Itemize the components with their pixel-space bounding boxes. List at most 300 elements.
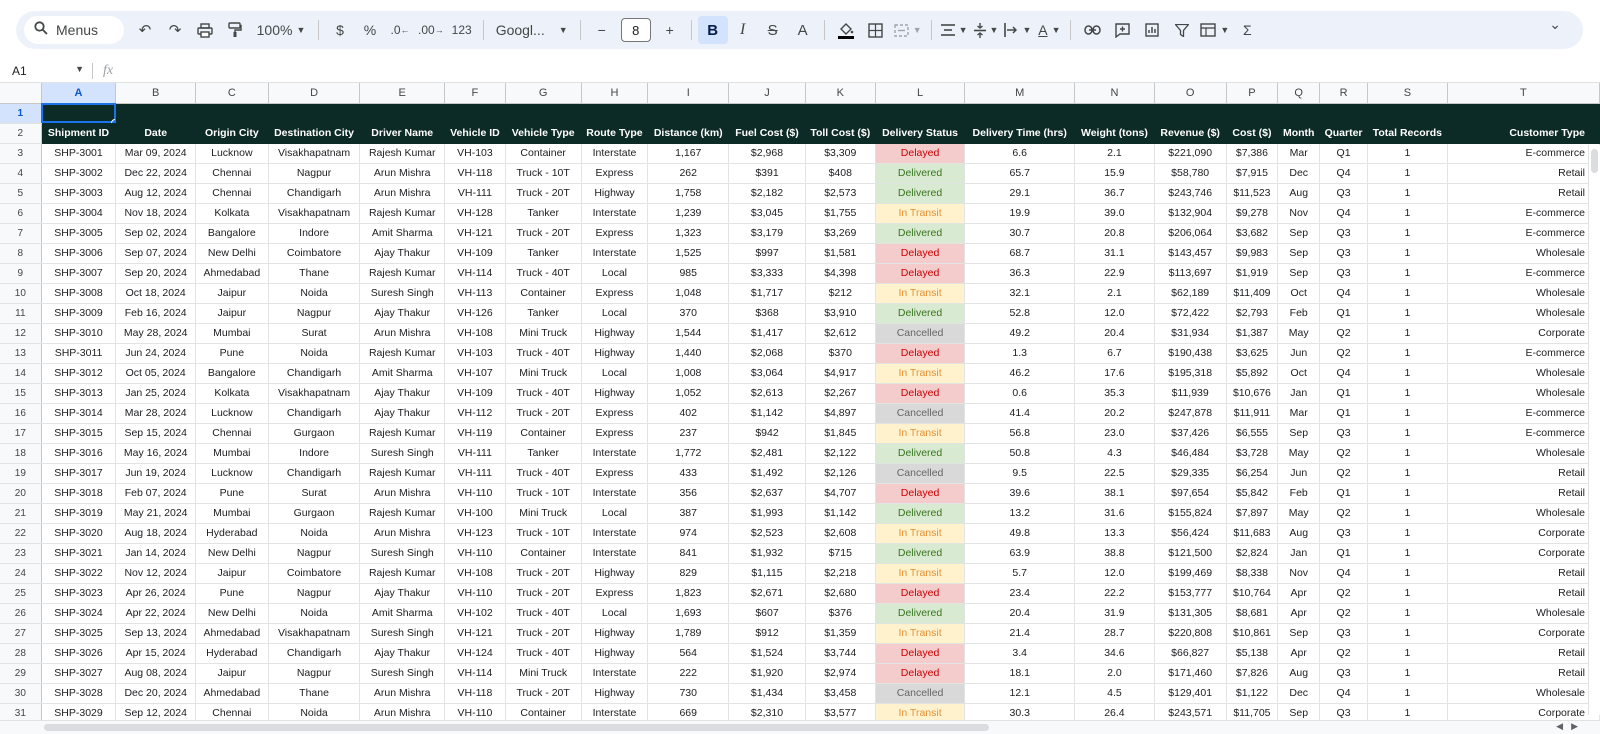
data-cell[interactable]: E-commerce	[1447, 263, 1599, 283]
header-cell[interactable]: Cost ($)	[1226, 123, 1278, 143]
data-cell[interactable]: Ajay Thakur	[360, 303, 445, 323]
data-cell[interactable]: 1	[1367, 463, 1447, 483]
data-cell[interactable]: 12.0	[1075, 563, 1155, 583]
data-cell[interactable]: $3,064	[729, 363, 806, 383]
data-cell[interactable]: 1	[1367, 183, 1447, 203]
data-cell[interactable]: $97,654	[1154, 483, 1226, 503]
data-cell[interactable]: 46.2	[965, 363, 1075, 383]
data-cell[interactable]: Visakhapatnam	[268, 383, 360, 403]
data-cell[interactable]: Retail	[1447, 583, 1599, 603]
data-cell[interactable]: $29,335	[1154, 463, 1226, 483]
row-header-11[interactable]: 11	[0, 303, 41, 323]
cell-g1[interactable]	[505, 103, 581, 123]
data-cell[interactable]: Sep 07, 2024	[116, 243, 196, 263]
data-cell[interactable]: Container	[505, 703, 581, 723]
data-cell[interactable]: Chennai	[196, 163, 269, 183]
data-cell[interactable]: Suresh Singh	[360, 283, 445, 303]
cell-c1[interactable]	[196, 103, 269, 123]
data-cell[interactable]: Mar 09, 2024	[116, 143, 196, 163]
data-cell[interactable]: Truck - 20T	[505, 623, 581, 643]
data-cell[interactable]: 1	[1367, 523, 1447, 543]
data-cell[interactable]: Chandigarh	[268, 363, 360, 383]
row-header-16[interactable]: 16	[0, 403, 41, 423]
data-cell[interactable]: 36.7	[1075, 183, 1155, 203]
data-cell[interactable]: 669	[648, 703, 729, 723]
data-cell[interactable]: Container	[505, 543, 581, 563]
data-cell[interactable]: $1,122	[1226, 683, 1278, 703]
data-cell[interactable]: Express	[581, 283, 648, 303]
data-cell[interactable]: SHP-3002	[41, 163, 116, 183]
data-cell[interactable]: SHP-3021	[41, 543, 116, 563]
data-cell[interactable]: Q4	[1320, 683, 1368, 703]
data-cell[interactable]: $1,142	[729, 403, 806, 423]
data-cell[interactable]: VH-121	[445, 223, 506, 243]
data-cell[interactable]: 49.8	[965, 523, 1075, 543]
data-cell[interactable]: SHP-3020	[41, 523, 116, 543]
data-cell[interactable]: Local	[581, 603, 648, 623]
data-cell[interactable]: 38.8	[1075, 543, 1155, 563]
data-cell[interactable]: Interstate	[581, 483, 648, 503]
data-cell[interactable]: Interstate	[581, 663, 648, 683]
data-cell[interactable]: Q2	[1320, 463, 1368, 483]
data-cell[interactable]: Jan	[1278, 383, 1320, 403]
data-cell[interactable]: Interstate	[581, 543, 648, 563]
data-cell[interactable]: SHP-3029	[41, 703, 116, 723]
data-cell[interactable]: 15.9	[1075, 163, 1155, 183]
data-cell[interactable]: 1,323	[648, 223, 729, 243]
data-cell[interactable]: $3,910	[805, 303, 875, 323]
print-icon[interactable]	[190, 16, 220, 44]
column-header-s[interactable]: S	[1367, 83, 1447, 103]
data-cell[interactable]: 1,823	[648, 583, 729, 603]
data-cell[interactable]: $368	[729, 303, 806, 323]
header-cell[interactable]: Customer Type	[1447, 123, 1599, 143]
data-cell[interactable]: Q2	[1320, 643, 1368, 663]
data-cell[interactable]: Rajesh Kumar	[360, 203, 445, 223]
row-header-20[interactable]: 20	[0, 483, 41, 503]
font-family-select[interactable]	[490, 16, 574, 44]
row-header-3[interactable]: 3	[0, 143, 41, 163]
data-cell[interactable]: SHP-3001	[41, 143, 116, 163]
data-cell[interactable]: 1	[1367, 623, 1447, 643]
data-cell[interactable]: VH-110	[445, 703, 506, 723]
data-cell[interactable]: $2,523	[729, 523, 806, 543]
vertical-scrollbar[interactable]	[1588, 145, 1600, 715]
data-cell[interactable]: VH-108	[445, 323, 506, 343]
data-cell[interactable]: Sep	[1278, 623, 1320, 643]
data-cell[interactable]: 2.1	[1075, 283, 1155, 303]
data-cell[interactable]: $2,968	[729, 143, 806, 163]
data-cell[interactable]: Dec	[1278, 163, 1320, 183]
data-cell[interactable]: $3,269	[805, 223, 875, 243]
data-cell[interactable]: Express	[581, 583, 648, 603]
data-cell[interactable]: Mini Truck	[505, 663, 581, 683]
status-cell[interactable]: Delivered	[875, 303, 965, 323]
data-cell[interactable]: $1,434	[729, 683, 806, 703]
data-cell[interactable]: $7,386	[1226, 143, 1278, 163]
horizontal-align-icon[interactable]: ▼	[958, 25, 968, 35]
data-cell[interactable]: VH-128	[445, 203, 506, 223]
data-cell[interactable]: $1,492	[729, 463, 806, 483]
data-cell[interactable]: Ajay Thakur	[360, 643, 445, 663]
data-cell[interactable]: Truck - 40T	[505, 463, 581, 483]
cell-p1[interactable]	[1226, 103, 1278, 123]
data-cell[interactable]: 1,789	[648, 623, 729, 643]
data-cell[interactable]: 21.4	[965, 623, 1075, 643]
data-cell[interactable]: $1,417	[729, 323, 806, 343]
cell-l1[interactable]	[875, 103, 965, 123]
data-cell[interactable]: 23.0	[1075, 423, 1155, 443]
data-cell[interactable]: $370	[805, 343, 875, 363]
data-cell[interactable]: Arun Mishra	[360, 163, 445, 183]
data-cell[interactable]: Express	[581, 423, 648, 443]
data-cell[interactable]: $2,974	[805, 663, 875, 683]
data-cell[interactable]: $912	[729, 623, 806, 643]
data-cell[interactable]: SHP-3014	[41, 403, 116, 423]
data-cell[interactable]: 1	[1367, 203, 1447, 223]
data-cell[interactable]: Jaipur	[196, 663, 269, 683]
status-cell[interactable]: Delivered	[875, 163, 965, 183]
data-cell[interactable]: $221,090	[1154, 143, 1226, 163]
data-cell[interactable]: Arun Mishra	[360, 703, 445, 723]
data-cell[interactable]: 18.1	[965, 663, 1075, 683]
data-cell[interactable]: Corporate	[1447, 543, 1599, 563]
data-cell[interactable]: Q3	[1320, 663, 1368, 683]
data-cell[interactable]: Surat	[268, 483, 360, 503]
zoom-select[interactable]	[250, 16, 312, 44]
data-cell[interactable]: VH-123	[445, 523, 506, 543]
status-cell[interactable]: Delivered	[875, 183, 965, 203]
data-cell[interactable]: Q3	[1320, 223, 1368, 243]
header-cell[interactable]: Route Type	[581, 123, 648, 143]
cell-s1[interactable]	[1367, 103, 1447, 123]
data-cell[interactable]: Aug 18, 2024	[116, 523, 196, 543]
status-cell[interactable]: In Transit	[875, 523, 965, 543]
data-cell[interactable]: Truck - 20T	[505, 563, 581, 583]
data-cell[interactable]: $190,438	[1154, 343, 1226, 363]
data-cell[interactable]: VH-114	[445, 663, 506, 683]
data-cell[interactable]: SHP-3025	[41, 623, 116, 643]
data-cell[interactable]: $46,484	[1154, 443, 1226, 463]
status-cell[interactable]: Cancelled	[875, 463, 965, 483]
text-rotation-icon[interactable]: A ▼	[1038, 22, 1061, 38]
data-cell[interactable]: 222	[648, 663, 729, 683]
data-cell[interactable]: Rajesh Kumar	[360, 563, 445, 583]
data-cell[interactable]: Truck - 20T	[505, 183, 581, 203]
data-cell[interactable]: Retail	[1447, 463, 1599, 483]
data-cell[interactable]: Oct	[1278, 363, 1320, 383]
data-cell[interactable]: $247,878	[1154, 403, 1226, 423]
data-cell[interactable]: 12.1	[965, 683, 1075, 703]
data-cell[interactable]: Truck - 10T	[505, 163, 581, 183]
data-cell[interactable]: Highway	[581, 623, 648, 643]
data-cell[interactable]: Lucknow	[196, 143, 269, 163]
data-cell[interactable]: $72,422	[1154, 303, 1226, 323]
data-cell[interactable]: Apr	[1278, 583, 1320, 603]
data-cell[interactable]: Mini Truck	[505, 323, 581, 343]
data-cell[interactable]: Lucknow	[196, 403, 269, 423]
data-cell[interactable]: 22.9	[1075, 263, 1155, 283]
data-cell[interactable]: $8,338	[1226, 563, 1278, 583]
row-header-9[interactable]: 9	[0, 263, 41, 283]
data-cell[interactable]: Q3	[1320, 423, 1368, 443]
column-header-j[interactable]: J	[729, 83, 806, 103]
data-cell[interactable]: 1	[1367, 563, 1447, 583]
cell-f1[interactable]	[445, 103, 506, 123]
data-cell[interactable]: Q4	[1320, 163, 1368, 183]
data-cell[interactable]: $942	[729, 423, 806, 443]
data-cell[interactable]: VH-110	[445, 583, 506, 603]
data-cell[interactable]: Coimbatore	[268, 243, 360, 263]
data-cell[interactable]: VH-103	[445, 343, 506, 363]
data-cell[interactable]: $3,333	[729, 263, 806, 283]
data-cell[interactable]: $5,892	[1226, 363, 1278, 383]
data-cell[interactable]: 974	[648, 523, 729, 543]
data-cell[interactable]: Aug	[1278, 523, 1320, 543]
data-cell[interactable]: $11,911	[1226, 403, 1278, 423]
data-cell[interactable]: Feb 16, 2024	[116, 303, 196, 323]
data-cell[interactable]: Thane	[268, 263, 360, 283]
data-cell[interactable]: Gurgaon	[268, 503, 360, 523]
data-cell[interactable]: Visakhapatnam	[268, 203, 360, 223]
data-cell[interactable]: Q3	[1320, 523, 1368, 543]
data-cell[interactable]: Chennai	[196, 703, 269, 723]
data-cell[interactable]: Rajesh Kumar	[360, 423, 445, 443]
paint-format-icon[interactable]	[220, 16, 250, 44]
data-cell[interactable]: Jan	[1278, 543, 1320, 563]
data-cell[interactable]: Ajay Thakur	[360, 383, 445, 403]
data-cell[interactable]: $6,555	[1226, 423, 1278, 443]
data-cell[interactable]: SHP-3016	[41, 443, 116, 463]
header-cell[interactable]: Date	[116, 123, 196, 143]
data-cell[interactable]: Suresh Singh	[360, 443, 445, 463]
data-cell[interactable]: Nagpur	[268, 303, 360, 323]
header-cell[interactable]: Vehicle Type	[505, 123, 581, 143]
data-cell[interactable]: 0.6	[965, 383, 1075, 403]
text-wrapping-icon[interactable]: ▼	[1001, 16, 1034, 44]
status-cell[interactable]: Delivered	[875, 543, 965, 563]
data-cell[interactable]: Interstate	[581, 523, 648, 543]
data-cell[interactable]: Hyderabad	[196, 643, 269, 663]
data-cell[interactable]: Arun Mishra	[360, 483, 445, 503]
data-cell[interactable]: E-commerce	[1447, 223, 1599, 243]
merge-cells-icon[interactable]: ▼	[891, 16, 925, 44]
data-cell[interactable]: VH-119	[445, 423, 506, 443]
data-cell[interactable]: $62,189	[1154, 283, 1226, 303]
data-cell[interactable]: $7,915	[1226, 163, 1278, 183]
data-cell[interactable]: $129,401	[1154, 683, 1226, 703]
data-cell[interactable]: $1,115	[729, 563, 806, 583]
data-cell[interactable]: Interstate	[581, 703, 648, 723]
data-cell[interactable]: Sep	[1278, 223, 1320, 243]
insert-chart-icon[interactable]	[1137, 16, 1167, 44]
data-cell[interactable]: Local	[581, 503, 648, 523]
data-cell[interactable]: $10,764	[1226, 583, 1278, 603]
data-cell[interactable]: Hyderabad	[196, 523, 269, 543]
data-cell[interactable]: Suresh Singh	[360, 543, 445, 563]
row-header-1[interactable]: 1	[0, 103, 41, 123]
scroll-arrows-icon[interactable]: ◀▶	[1556, 721, 1586, 731]
data-cell[interactable]: Aug	[1278, 183, 1320, 203]
data-cell[interactable]: 49.2	[965, 323, 1075, 343]
data-cell[interactable]: 356	[648, 483, 729, 503]
data-cell[interactable]: SHP-3023	[41, 583, 116, 603]
italic-button[interactable]	[728, 16, 758, 44]
data-cell[interactable]: VH-114	[445, 263, 506, 283]
column-header-r[interactable]: R	[1320, 83, 1368, 103]
data-cell[interactable]: 370	[648, 303, 729, 323]
row-header-29[interactable]: 29	[0, 663, 41, 683]
data-cell[interactable]: 6.6	[965, 143, 1075, 163]
data-cell[interactable]: 402	[648, 403, 729, 423]
status-cell[interactable]: In Transit	[875, 423, 965, 443]
data-cell[interactable]: SHP-3015	[41, 423, 116, 443]
cell-n1[interactable]	[1075, 103, 1155, 123]
data-cell[interactable]: 30.7	[965, 223, 1075, 243]
data-cell[interactable]: Wholesale	[1447, 683, 1599, 703]
data-cell[interactable]: $408	[805, 163, 875, 183]
data-cell[interactable]: Jun	[1278, 343, 1320, 363]
data-cell[interactable]: Apr	[1278, 603, 1320, 623]
data-cell[interactable]: VH-113	[445, 283, 506, 303]
data-cell[interactable]: Q3	[1320, 183, 1368, 203]
data-cell[interactable]: 730	[648, 683, 729, 703]
column-header-a[interactable]: A	[41, 83, 116, 103]
status-cell[interactable]: In Transit	[875, 563, 965, 583]
data-cell[interactable]: Pune	[196, 343, 269, 363]
data-cell[interactable]: $2,122	[805, 443, 875, 463]
data-cell[interactable]: SHP-3026	[41, 643, 116, 663]
data-cell[interactable]: Truck - 10T	[505, 523, 581, 543]
data-cell[interactable]: $2,671	[729, 583, 806, 603]
data-cell[interactable]: Apr	[1278, 643, 1320, 663]
data-cell[interactable]: $1,920	[729, 663, 806, 683]
data-cell[interactable]: 31.6	[1075, 503, 1155, 523]
data-cell[interactable]: Interstate	[581, 203, 648, 223]
data-cell[interactable]: $2,310	[729, 703, 806, 723]
data-cell[interactable]: Local	[581, 303, 648, 323]
data-cell[interactable]: Interstate	[581, 443, 648, 463]
data-cell[interactable]: $4,897	[805, 403, 875, 423]
status-cell[interactable]: Delayed	[875, 583, 965, 603]
data-cell[interactable]: May 16, 2024	[116, 443, 196, 463]
data-cell[interactable]: Interstate	[581, 243, 648, 263]
data-cell[interactable]: Nagpur	[268, 543, 360, 563]
header-cell[interactable]: Fuel Cost ($)	[729, 123, 806, 143]
data-cell[interactable]: $376	[805, 603, 875, 623]
data-cell[interactable]: 1,167	[648, 143, 729, 163]
row-header-30[interactable]: 30	[0, 683, 41, 703]
vertical-scroll-thumb[interactable]	[1591, 149, 1598, 173]
column-header-p[interactable]: P	[1226, 83, 1278, 103]
data-cell[interactable]: 31.9	[1075, 603, 1155, 623]
header-cell[interactable]: Delivery Status	[875, 123, 965, 143]
data-cell[interactable]: Interstate	[581, 143, 648, 163]
column-header-i[interactable]: I	[648, 83, 729, 103]
data-cell[interactable]: $121,500	[1154, 543, 1226, 563]
text-color-button[interactable]	[788, 16, 818, 44]
data-cell[interactable]: 41.4	[965, 403, 1075, 423]
data-cell[interactable]: $143,457	[1154, 243, 1226, 263]
data-cell[interactable]: Arun Mishra	[360, 183, 445, 203]
cell-q1[interactable]	[1278, 103, 1320, 123]
status-cell[interactable]: Cancelled	[875, 403, 965, 423]
header-cell[interactable]: Driver Name	[360, 123, 445, 143]
data-cell[interactable]: Ajay Thakur	[360, 243, 445, 263]
row-header-25[interactable]: 25	[0, 583, 41, 603]
row-header-5[interactable]: 5	[0, 183, 41, 203]
data-cell[interactable]: 433	[648, 463, 729, 483]
header-cell[interactable]: Revenue ($)	[1154, 123, 1226, 143]
status-cell[interactable]: Delayed	[875, 483, 965, 503]
data-cell[interactable]: Q3	[1320, 703, 1368, 723]
bold-button[interactable]: B	[698, 16, 728, 44]
data-cell[interactable]: Mar	[1278, 403, 1320, 423]
data-cell[interactable]: New Delhi	[196, 243, 269, 263]
data-cell[interactable]: Q4	[1320, 283, 1368, 303]
data-cell[interactable]: Wholesale	[1447, 503, 1599, 523]
insert-comment-icon[interactable]	[1107, 16, 1137, 44]
data-cell[interactable]: $2,573	[805, 183, 875, 203]
column-header-f[interactable]: F	[445, 83, 506, 103]
data-cell[interactable]: Local	[581, 263, 648, 283]
data-cell[interactable]: 1	[1367, 263, 1447, 283]
data-cell[interactable]: $1,142	[805, 503, 875, 523]
data-cell[interactable]: $195,318	[1154, 363, 1226, 383]
data-cell[interactable]: Chandigarh	[268, 643, 360, 663]
row-header-14[interactable]: 14	[0, 363, 41, 383]
data-cell[interactable]: Dec 22, 2024	[116, 163, 196, 183]
status-cell[interactable]: Delayed	[875, 343, 965, 363]
data-cell[interactable]: $1,932	[729, 543, 806, 563]
data-cell[interactable]: Gurgaon	[268, 423, 360, 443]
header-cell[interactable]: Origin City	[196, 123, 269, 143]
format-currency-button[interactable]: $	[336, 22, 344, 38]
data-cell[interactable]: 1,440	[648, 343, 729, 363]
header-cell[interactable]: Quarter	[1320, 123, 1368, 143]
borders-icon[interactable]	[861, 16, 891, 44]
data-cell[interactable]: 36.3	[965, 263, 1075, 283]
data-cell[interactable]: 1	[1367, 703, 1447, 723]
data-cell[interactable]: 39.0	[1075, 203, 1155, 223]
data-cell[interactable]: 1,693	[648, 603, 729, 623]
data-cell[interactable]: Q3	[1320, 263, 1368, 283]
row-header-23[interactable]: 23	[0, 543, 41, 563]
data-cell[interactable]: Highway	[581, 323, 648, 343]
data-cell[interactable]: $10,861	[1226, 623, 1278, 643]
data-cell[interactable]: $37,426	[1154, 423, 1226, 443]
data-cell[interactable]: $206,064	[1154, 223, 1226, 243]
data-cell[interactable]: Mar	[1278, 143, 1320, 163]
name-box[interactable]	[0, 64, 92, 78]
cell-e1[interactable]	[360, 103, 445, 123]
header-cell[interactable]: Distance (km)	[648, 123, 729, 143]
data-cell[interactable]: Retail	[1447, 563, 1599, 583]
data-cell[interactable]: Q4	[1320, 563, 1368, 583]
data-cell[interactable]: Amit Sharma	[360, 363, 445, 383]
data-cell[interactable]: Feb	[1278, 483, 1320, 503]
data-cell[interactable]: $1,845	[805, 423, 875, 443]
data-cell[interactable]: $3,682	[1226, 223, 1278, 243]
data-cell[interactable]: Q2	[1320, 583, 1368, 603]
data-cell[interactable]: Q2	[1320, 323, 1368, 343]
data-cell[interactable]: Nagpur	[268, 163, 360, 183]
column-header-k[interactable]: K	[805, 83, 875, 103]
data-cell[interactable]: Nov	[1278, 203, 1320, 223]
data-cell[interactable]: Tanker	[505, 243, 581, 263]
data-cell[interactable]: $2,182	[729, 183, 806, 203]
data-cell[interactable]: Coimbatore	[268, 563, 360, 583]
